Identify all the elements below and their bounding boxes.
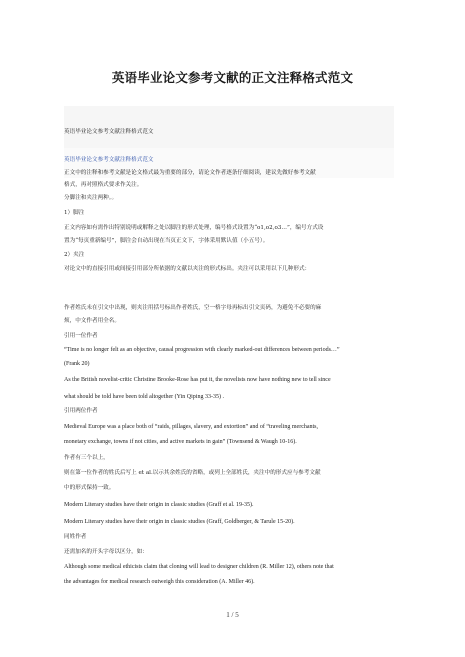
subheading: 作者有三个以上，: [64, 455, 109, 461]
document-title: 英语毕业论文参考文献的正文注释格式范文: [111, 70, 354, 85]
example-line: Medieval Europe was a place both of “raids, pillages, slavery, and extortion” and of “traveling merchants,: [64, 424, 319, 430]
paragraph-line: 烦，中文作者用全名。: [64, 318, 120, 324]
example-line: Modern Literary studies have their origin in classic studies (Graff et al. 19-35).: [64, 502, 254, 508]
paragraph-line: 对论文中的直接引用或间接引用部分所依据的文献以夹注的形式标出。夹注可以采用以下几种形式：: [64, 266, 311, 272]
paragraph-line: 中的形式保持一致。: [64, 485, 115, 491]
paragraph-line: 分脚注和夹注两种。。: [64, 195, 118, 201]
paragraph-line: 还需加名的开头字母以区分，如：: [64, 549, 148, 555]
subheading: 引用一位作者: [64, 333, 98, 339]
quote-line: (Frank 20): [64, 361, 90, 367]
paragraph-line: 格式，再对照格式要求作关注。: [64, 182, 143, 188]
paragraph-line: 正文中的注释和参考文献是论文格式最为重要的部分，请论文作者逐条仔细阅读，建议先做好参考文献: [64, 170, 316, 176]
paragraph-line: 作者姓氏未在引文中出现，则夹注用括号标出作者姓氏，空一格字母再标出引文页码，为避免不必要的麻: [64, 305, 322, 311]
header-band: [64, 106, 394, 148]
example-line: the advantages for medical research outweigh this consideration (A. Miller 46).: [64, 579, 255, 585]
subheading: 同姓作者: [64, 534, 87, 540]
example-line: As the British novelist-critic Christine Brooke-Rose has put it, the novelists now have nothing new to tell since: [64, 377, 331, 383]
section-heading-link[interactable]: 英语毕业论文参考文献注释格式范文: [64, 157, 154, 163]
page-number: 1 / 5: [226, 611, 239, 619]
paragraph-line: 正文内容如有需作出特别说明或解释之处以脚注的形式处理，编号格式设置为“o1,o2,o3…”，编号方式设: [64, 225, 324, 231]
section-heading: 英语毕业论文参考文献注释格式范文: [64, 129, 154, 135]
example-line: what should be told have been told altogether (Yin Qiping 33-35) .: [64, 394, 224, 400]
quote-line: “Time is no longer felt as an objective, causal progression with clearly marked-out differences between periods…”: [64, 347, 340, 353]
paragraph-line: 则在第一位作者的姓氏后写上 et al.以示其余姓氏的省略，或列上全部姓氏，夹注中的形式应与参考文献: [64, 470, 321, 476]
subheading: 引用两位作者: [64, 408, 98, 414]
subheading-inline-note: 2）夹注: [64, 252, 85, 258]
example-line: Although some medical ethicists claim that cloning will lead to designer children (R. Miller 12), others note that: [64, 564, 334, 570]
example-line: Modern Literary studies have their origin in classic studies (Graff, Goldberger, & Tarule 15-20).: [64, 519, 295, 525]
subheading-footnote: 1）脚注: [64, 210, 85, 216]
paragraph-line: 置为“每页重新编号”，脚注会自动出现在当页正文下，字体采用默认值（小五号）。: [64, 238, 269, 244]
example-line: monetary exchange, towns if not cities, and active markets in gain” (Townsend & Waugh 10-16).: [64, 439, 297, 445]
